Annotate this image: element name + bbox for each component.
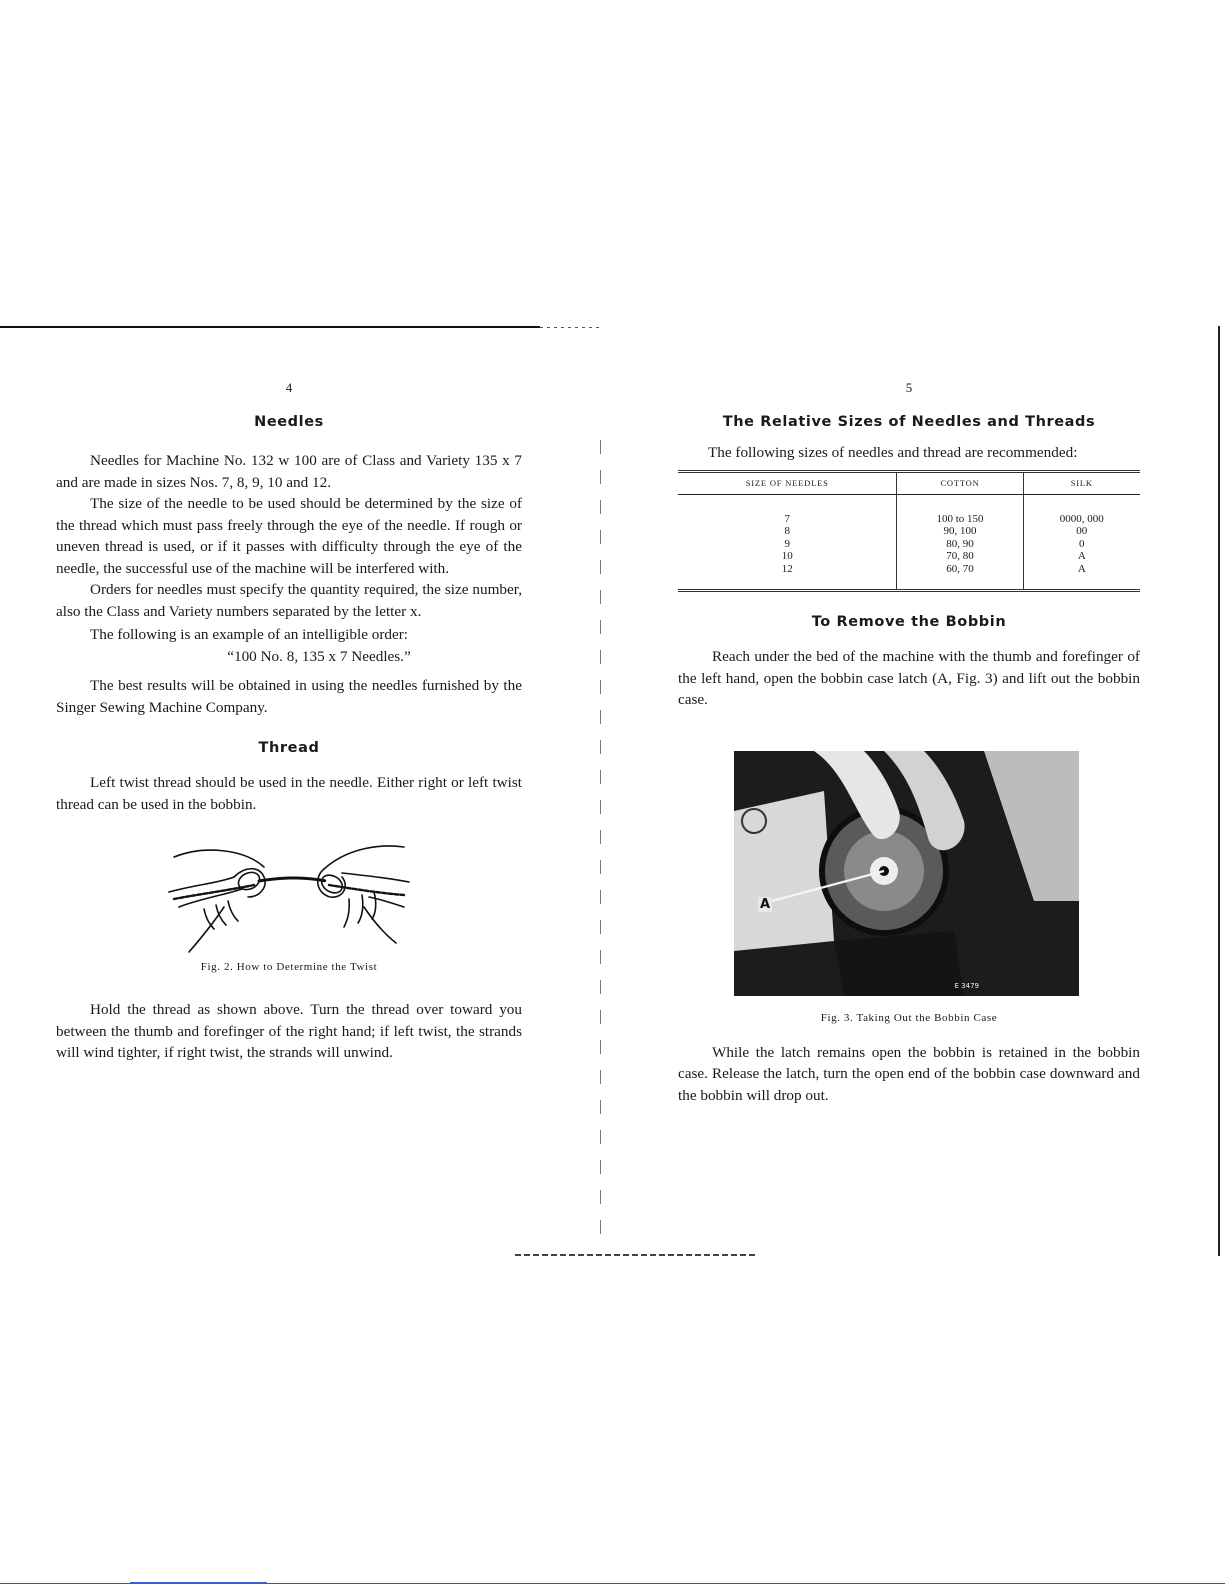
- fig-2-illustration: [164, 837, 414, 957]
- thread-paragraph-1: Left twist thread should be used in the needle. Either right or left twist thread can be used in the bobbin.: [56, 774, 522, 813]
- thread-paragraph-2: Hold the thread as shown above. Turn the thread over toward you between the thumb and forefinger of the right hand; if left twist, the strands will wind tighter, if right twist, the strands will unwind.: [56, 1001, 522, 1061]
- sizes-heading: The Relative Sizes of Needles and Threads: [722, 414, 1096, 430]
- table-header-needles: SIZE OF NEEDLES: [678, 473, 897, 495]
- table-cell: 80, 90: [946, 537, 974, 550]
- table-cell: A: [1077, 550, 1086, 562]
- needles-paragraph-4: The following is an example of an intelligible order:: [90, 626, 409, 643]
- viewer-scroll-indicator[interactable]: [130, 1582, 267, 1584]
- sizes-table: [678, 470, 1140, 593]
- table-column-cotton: [897, 494, 1023, 589]
- table-cell: 8: [784, 525, 790, 537]
- needles-paragraph-3: Orders for needles must specify the quantity required, the size number, also the Class and Variety numbers separated by the letter x.: [56, 581, 522, 620]
- page-gutter: [600, 440, 601, 1250]
- sizes-intro: The following sizes of needles and thread are recommended:: [708, 444, 1078, 461]
- scan-edge-right: [1218, 326, 1220, 1256]
- fig-2-caption: Fig. 2. How to Determine the Twist: [200, 961, 378, 973]
- needles-paragraph-5: The best results will be obtained in using the needles furnished by the Singer Sewing Machine Company.: [56, 677, 522, 716]
- fig-3-caption: Fig. 3. Taking Out the Bobbin Case: [820, 1011, 998, 1024]
- table-cell: 70, 80: [946, 550, 974, 562]
- table-header-cotton: COTTON: [897, 473, 1023, 495]
- needles-paragraph-2: The size of the needle to be used should be determined by the size of the thread which must pass freely through the eye of the needle. If rough or uneven thread is used, or if it passes with difficulty through the eye of the needle, the successful use of the machine will be interfered with.: [56, 495, 522, 577]
- table-cell: 0000, 000: [1059, 512, 1104, 525]
- table-cell: A: [1077, 562, 1086, 575]
- table-column-needles: [678, 494, 897, 589]
- needles-order-example: “100 No. 8, 135 x 7 Needles.”: [227, 647, 411, 665]
- fig-3-photo: [734, 751, 1079, 996]
- table-cell: 0: [1079, 537, 1085, 550]
- fig-3-label-a: A: [760, 896, 771, 912]
- table-cell: 90, 100: [943, 525, 977, 537]
- left-page: [56, 380, 522, 1064]
- fig-3-code: E 3479: [954, 981, 979, 990]
- table-cell: 100 to 150: [936, 512, 984, 525]
- page-number-right: 5: [905, 380, 913, 395]
- table-cell: 00: [1076, 525, 1088, 537]
- bobbin-heading: To Remove the Bobbin: [811, 614, 1007, 630]
- needles-paragraph-1: Needles for Machine No. 132 w 100 are of Class and Variety 135 x 7 and are made in sizes Nos. 7, 8, 9, 10 and 12.: [56, 452, 522, 491]
- scan-edge-bottom: [515, 1254, 755, 1256]
- needles-heading: Needles: [254, 414, 324, 430]
- bobbin-paragraph-1: Reach under the bed of the machine with the thumb and forefinger of the left hand, open the bobbin case latch (A, Fig. 3) and lift out the bobbin case.: [678, 648, 1140, 708]
- table-header-silk: SILK: [1023, 473, 1140, 495]
- table-cell: 60, 70: [946, 562, 974, 575]
- table-cell: 9: [784, 537, 790, 550]
- table-cell: 10: [781, 550, 793, 562]
- table-cell: 12: [781, 562, 793, 575]
- table-column-silk: [1023, 494, 1140, 589]
- right-page: [678, 380, 1140, 1106]
- page-number-left: 4: [285, 380, 293, 395]
- thread-heading: Thread: [258, 740, 320, 756]
- scan-edge-top: [0, 326, 540, 328]
- bobbin-paragraph-2: While the latch remains open the bobbin is retained in the bobbin case. Release the latch, turn the open end of the bobbin case downward and the bobbin will drop out.: [678, 1043, 1140, 1104]
- scan-edge-top-faded: [540, 327, 600, 328]
- table-cell: 7: [784, 512, 790, 525]
